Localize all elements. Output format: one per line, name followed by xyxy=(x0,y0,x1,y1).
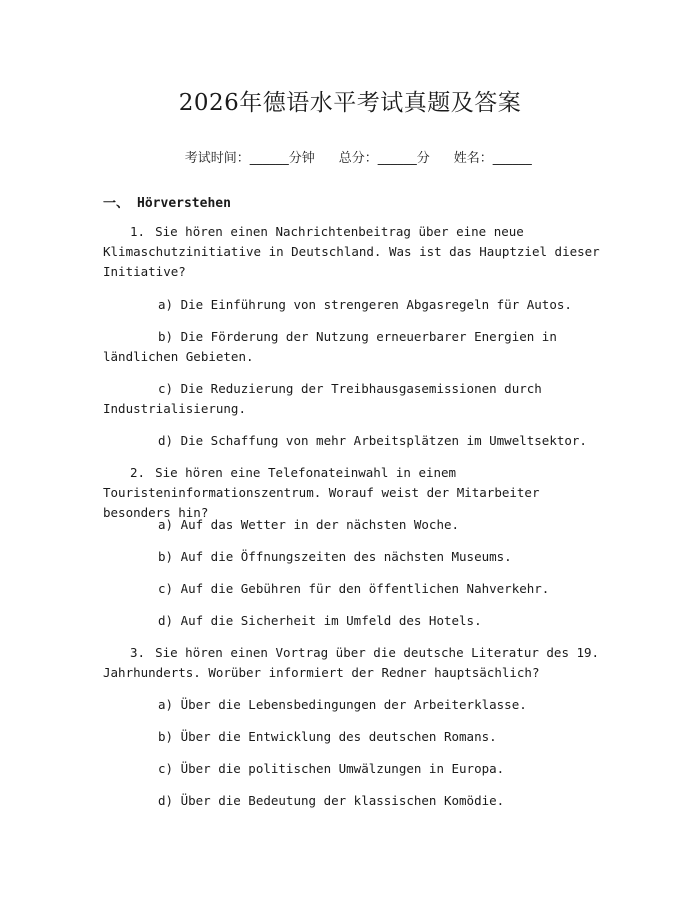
page-title: 2026年德语水平考试真题及答案 xyxy=(178,90,522,116)
exam-meta-line xyxy=(0,132,700,181)
answer-option: b) Auf die Öffnungszeiten des nächsten Museums. xyxy=(158,549,512,564)
answer-option: b) Über die Entwicklung des deutschen Romans. xyxy=(158,729,497,744)
question-prompt: Sie hören eine Telefonateinwahl in einem Touristeninformationszentrum. Worauf weist der Mitarbeiter besonders hin? xyxy=(103,465,540,520)
exam-time-field: 考试时间：______分钟 xyxy=(184,151,315,166)
section-title: Hörverstehen xyxy=(137,196,231,211)
answer-option: d) Über die Bedeutung der klassischen Komödie. xyxy=(158,793,505,808)
name-field: 姓名：______ xyxy=(453,151,532,166)
section-heading xyxy=(103,192,231,211)
total-score-field: 总分：______分 xyxy=(338,151,430,166)
answer-option: a) Über die Lebensbedingungen der Arbeiterklasse. xyxy=(158,697,527,712)
answer-option: d) Auf die Sicherheit im Umfeld des Hotels. xyxy=(158,613,482,628)
question-prompt: Sie hören einen Vortrag über die deutsche Literatur des 19. Jahrhunderts. Worüber informiert der Redner hauptsächlich? xyxy=(103,645,600,680)
answer-option: c) Die Reduzierung der Treibhausgasemissionen durch Industrialisierung. xyxy=(103,381,542,416)
answer-option: d) Die Schaffung von mehr Arbeitsplätzen im Umweltsektor. xyxy=(158,433,587,448)
question-prompt: Sie hören einen Nachrichtenbeitrag über eine neue Klimaschutzinitiative in Deutschland. Was ist das Hauptziel dieser Initiative? xyxy=(103,224,600,279)
question-number: 1. xyxy=(130,224,146,239)
answer-option: c) Auf die Gebühren für den öffentlichen Nahverkehr. xyxy=(158,581,550,596)
answer-option: a) Die Einführung von strengeren Abgasregeln für Autos. xyxy=(158,297,572,312)
question-text xyxy=(103,643,603,683)
answer-option: a) Auf das Wetter in der nächsten Woche. xyxy=(158,517,460,532)
section-number: 一、 xyxy=(103,196,130,211)
question-number: 3. xyxy=(130,645,146,660)
question-text xyxy=(103,463,603,523)
question-text xyxy=(103,222,603,282)
question-number: 2. xyxy=(130,465,146,480)
answer-option: c) Über die politischen Umwälzungen in Europa. xyxy=(158,761,505,776)
answer-option: b) Die Förderung der Nutzung erneuerbarer Energien in ländlichen Gebieten. xyxy=(103,329,557,364)
